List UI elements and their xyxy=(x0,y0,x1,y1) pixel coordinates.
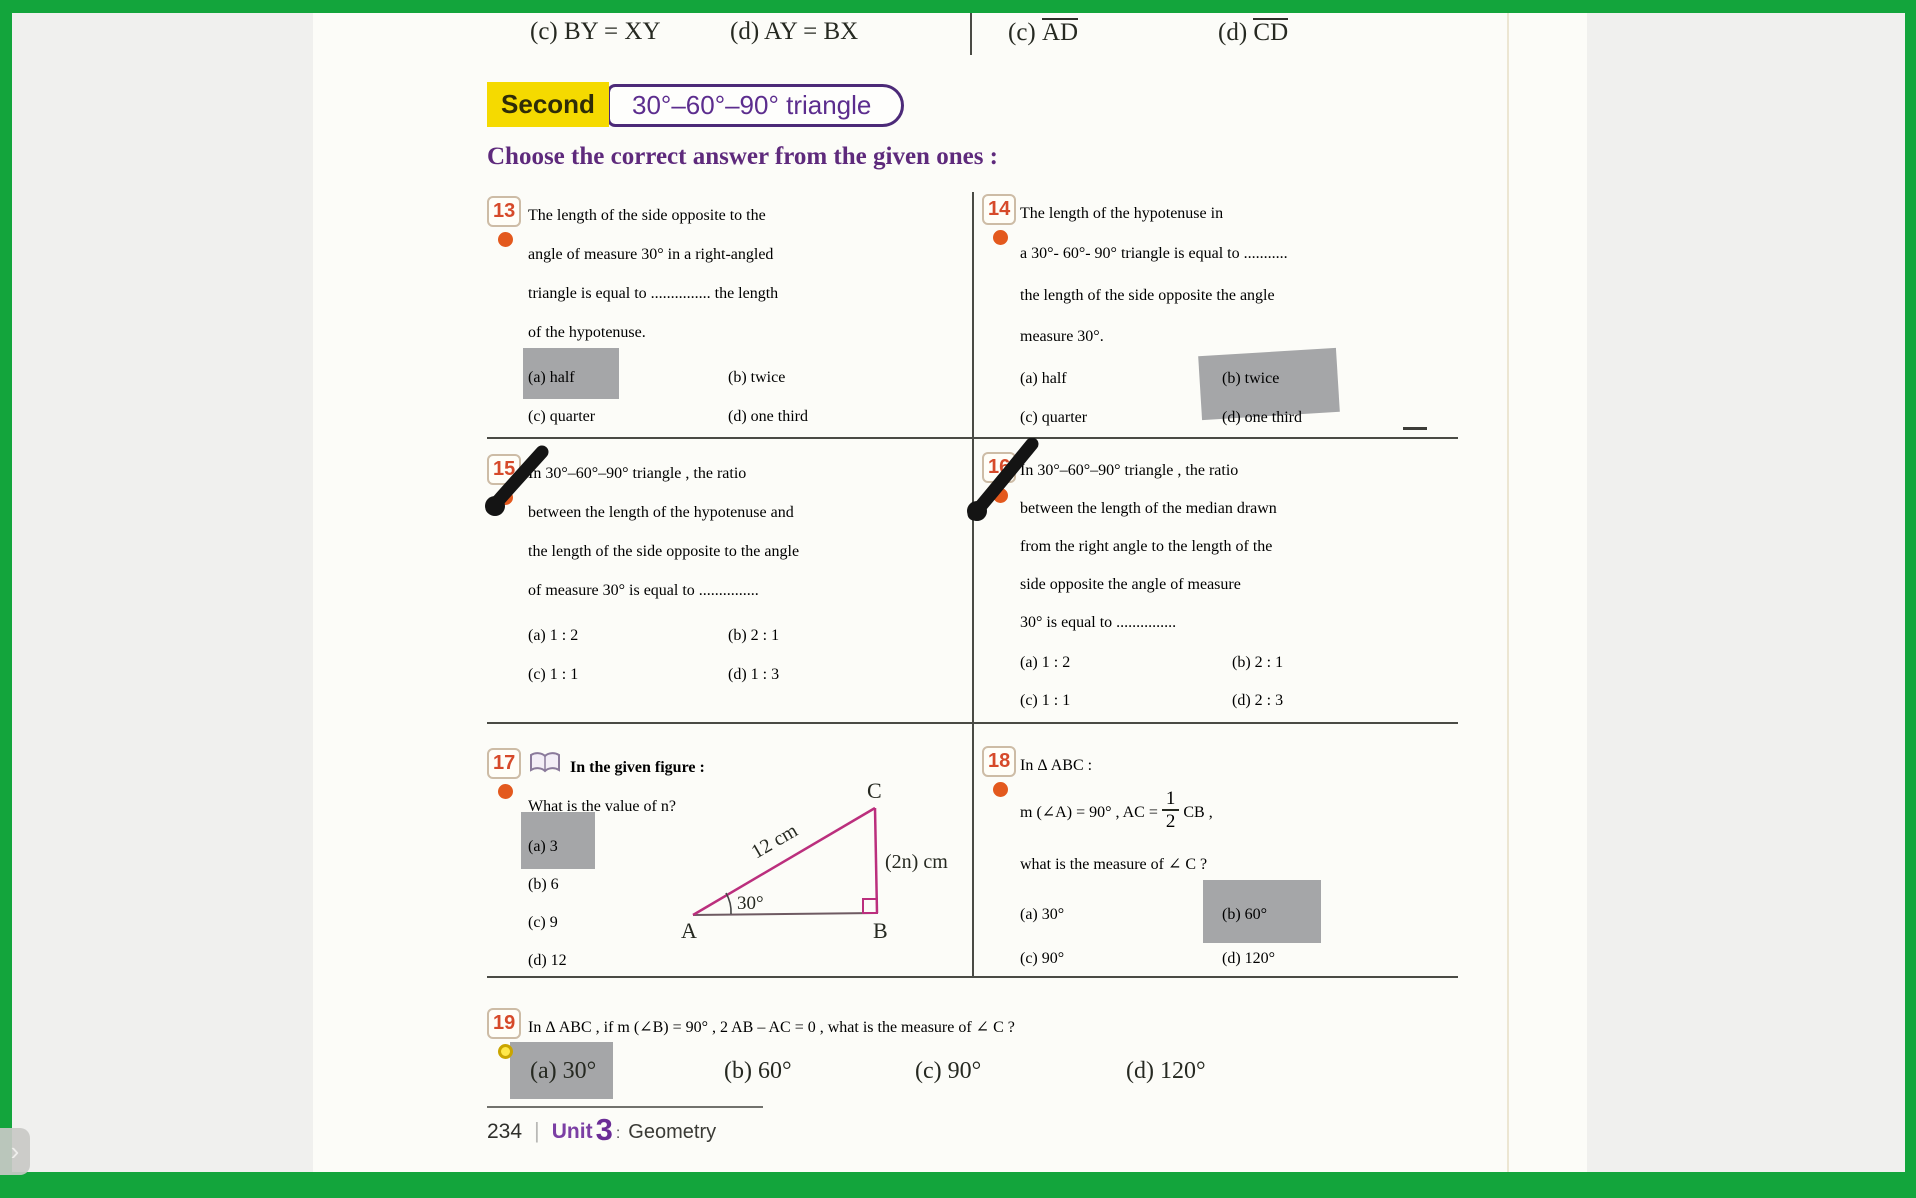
question-text-line: the length of the side opposite the angle xyxy=(1020,287,1275,304)
vertex-b-label: B xyxy=(873,918,888,943)
answer-option: (b) 2 : 1 xyxy=(728,627,780,644)
green-frame-left xyxy=(0,0,12,1198)
question-text-line: between the length of the hypotenuse and xyxy=(528,504,794,521)
question-bullet-dot xyxy=(993,230,1008,245)
answer-option: (b) 6 xyxy=(528,876,559,893)
answer-option: (d) 120° xyxy=(1222,950,1276,967)
question-13 xyxy=(487,196,969,436)
pen-scribble xyxy=(482,444,556,522)
question-number-badge: 18 xyxy=(982,746,1016,777)
question-text-line: from the right angle to the length of the xyxy=(1020,538,1273,555)
vertex-c-label: C xyxy=(867,780,882,803)
answer-option: (a) half xyxy=(1020,370,1067,387)
footer-separator: | xyxy=(534,1118,540,1143)
sidebar-expand-button[interactable] xyxy=(0,1128,30,1175)
question-text-line: The length of the side opposite to the xyxy=(528,207,766,224)
answer-option: (b) 60° xyxy=(724,1058,792,1084)
question-number-badge: 14 xyxy=(982,194,1016,225)
question-number-badge: 13 xyxy=(487,196,521,227)
prev-question-option-d2: (d) CD xyxy=(1218,19,1289,46)
unit-word: Unit xyxy=(551,1120,593,1143)
page-number: 234 xyxy=(487,1120,523,1143)
answer-option: (b) twice xyxy=(728,369,786,386)
overline-segment: CD xyxy=(1253,19,1289,46)
question-text-line: the length of the side opposite to the angle xyxy=(528,543,800,560)
top-column-divider xyxy=(970,13,972,55)
question-text-line: 30° is equal to ............... xyxy=(1020,614,1177,631)
question-text-line: of measure 30° is equal to ............... xyxy=(528,582,759,599)
answer-option: (c) quarter xyxy=(528,408,596,425)
angle-label: 30° xyxy=(737,893,764,914)
question-text-line: The length of the hypotenuse in xyxy=(1020,205,1224,222)
question-heading: In the given figure : xyxy=(528,748,969,787)
answer-option: (c) 9 xyxy=(528,914,558,931)
triangle-vertical-side xyxy=(875,808,877,913)
green-frame-right xyxy=(1905,0,1916,1198)
page-edge-line xyxy=(1507,13,1509,1172)
stray-pen-mark xyxy=(1403,427,1427,430)
question-text-line: In Δ ABC , if m (∠B) = 90° , 2 AB – AC = 0 , what is the measure of ∠ C ? xyxy=(528,1019,1015,1036)
answer-option: (d) 12 xyxy=(528,952,567,969)
question-number-badge: 17 xyxy=(487,748,521,779)
hypotenuse-length-label: 12 cm xyxy=(747,819,802,864)
answer-option: (a) half xyxy=(528,369,575,386)
answer-option: (d) 2 : 3 xyxy=(1232,692,1284,709)
answer-option: (d) one third xyxy=(1222,409,1302,426)
green-frame-top xyxy=(0,0,1916,13)
question-text-line: In 30°–60°–90° triangle , the ratio xyxy=(1020,462,1239,479)
vertex-a-label: A xyxy=(681,918,697,943)
answer-option: (a) 30° xyxy=(530,1058,597,1084)
pen-scribble xyxy=(966,438,1046,524)
question-14 xyxy=(982,194,1468,437)
question-15 xyxy=(487,454,969,694)
open-book-icon xyxy=(528,751,562,776)
answer-option: (a) 30° xyxy=(1020,906,1065,923)
section-topic-pill: 30°–60°–90° triangle xyxy=(607,84,904,127)
question-number-badge: 16 xyxy=(982,452,1016,483)
prev-question-option-c2: (c) AD xyxy=(1008,19,1079,46)
unit-number: 3 xyxy=(595,1112,613,1147)
answer-option: (d) 1 : 3 xyxy=(728,666,780,683)
answer-option: (c) 90° xyxy=(1020,950,1065,967)
instruction-text: Choose the correct answer from the given ones : xyxy=(487,143,999,170)
question-16 xyxy=(982,452,1468,720)
answer-option: (c) 1 : 1 xyxy=(528,666,579,683)
question-18 xyxy=(982,746,1468,981)
fraction: $\frac{1}{2}$ xyxy=(1162,789,1180,831)
question-heading: In Δ ABC : xyxy=(1020,757,1093,774)
question-text-line: between the length of the median drawn xyxy=(1020,500,1277,517)
footer-colon: : xyxy=(615,1125,621,1142)
question-text-line: angle of measure 30° in a right-angled xyxy=(528,246,774,263)
question-bullet-dot xyxy=(498,784,513,799)
side-length-label: (2n) cm xyxy=(885,851,948,873)
question-text-line: of the hypotenuse. xyxy=(528,324,646,341)
footer-divider-line xyxy=(487,1106,763,1108)
unit-subject: Geometry xyxy=(628,1121,717,1143)
question-bullet-dot xyxy=(498,232,513,247)
answer-option: (d) one third xyxy=(728,408,808,425)
prev-question-option-d: (d) AY = BX xyxy=(730,18,859,45)
prev-question-option-c: (c) BY = XY xyxy=(530,18,661,45)
triangle-figure xyxy=(645,780,975,972)
green-frame-bottom xyxy=(0,1172,1916,1198)
angle-arc xyxy=(726,893,731,914)
question-text-line: a 30°- 60°- 90° triangle is equal to ........... xyxy=(1020,245,1288,262)
answer-option: (a) 1 : 2 xyxy=(1020,654,1071,671)
section-badge: Second xyxy=(487,82,609,127)
answer-option: (c) 90° xyxy=(915,1058,982,1084)
question-number-badge: 19 xyxy=(487,1008,521,1039)
question-equation: m (∠A) = 90° , AC = $\frac{1}{2}$ CB , xyxy=(1020,788,1213,832)
question-19 xyxy=(487,1008,1467,1047)
answer-option: (b) 60° xyxy=(1222,906,1268,923)
answer-option: (c) quarter xyxy=(1020,409,1088,426)
answer-option: (a) 3 xyxy=(528,838,558,855)
triangle-base xyxy=(693,913,877,915)
question-text-line: what is the measure of ∠ C ? xyxy=(1020,856,1208,873)
question-text-line: What is the value of n? xyxy=(528,798,676,815)
question-bullet-dot xyxy=(993,782,1008,797)
question-text-line: triangle is equal to ............... the length xyxy=(528,285,779,302)
page-footer xyxy=(487,1110,716,1146)
overline-segment: AD xyxy=(1042,19,1079,46)
question-text-line: measure 30°. xyxy=(1020,328,1104,345)
question-bullet-dot xyxy=(498,1044,513,1059)
answer-option: (a) 1 : 2 xyxy=(528,627,579,644)
answer-option: (c) 1 : 1 xyxy=(1020,692,1071,709)
answer-option: (b) 2 : 1 xyxy=(1232,654,1284,671)
chevron-right-icon: › xyxy=(10,1136,20,1166)
right-angle-marker xyxy=(863,899,877,913)
question-text-line: In 30°–60°–90° triangle , the ratio xyxy=(528,465,747,482)
question-19-options xyxy=(530,1052,1206,1091)
question-text-line: side opposite the angle of measure xyxy=(1020,576,1241,593)
question-number-badge: 15 xyxy=(487,454,521,485)
answer-option: (b) twice xyxy=(1222,370,1280,387)
answer-option: (d) 120° xyxy=(1126,1058,1206,1084)
